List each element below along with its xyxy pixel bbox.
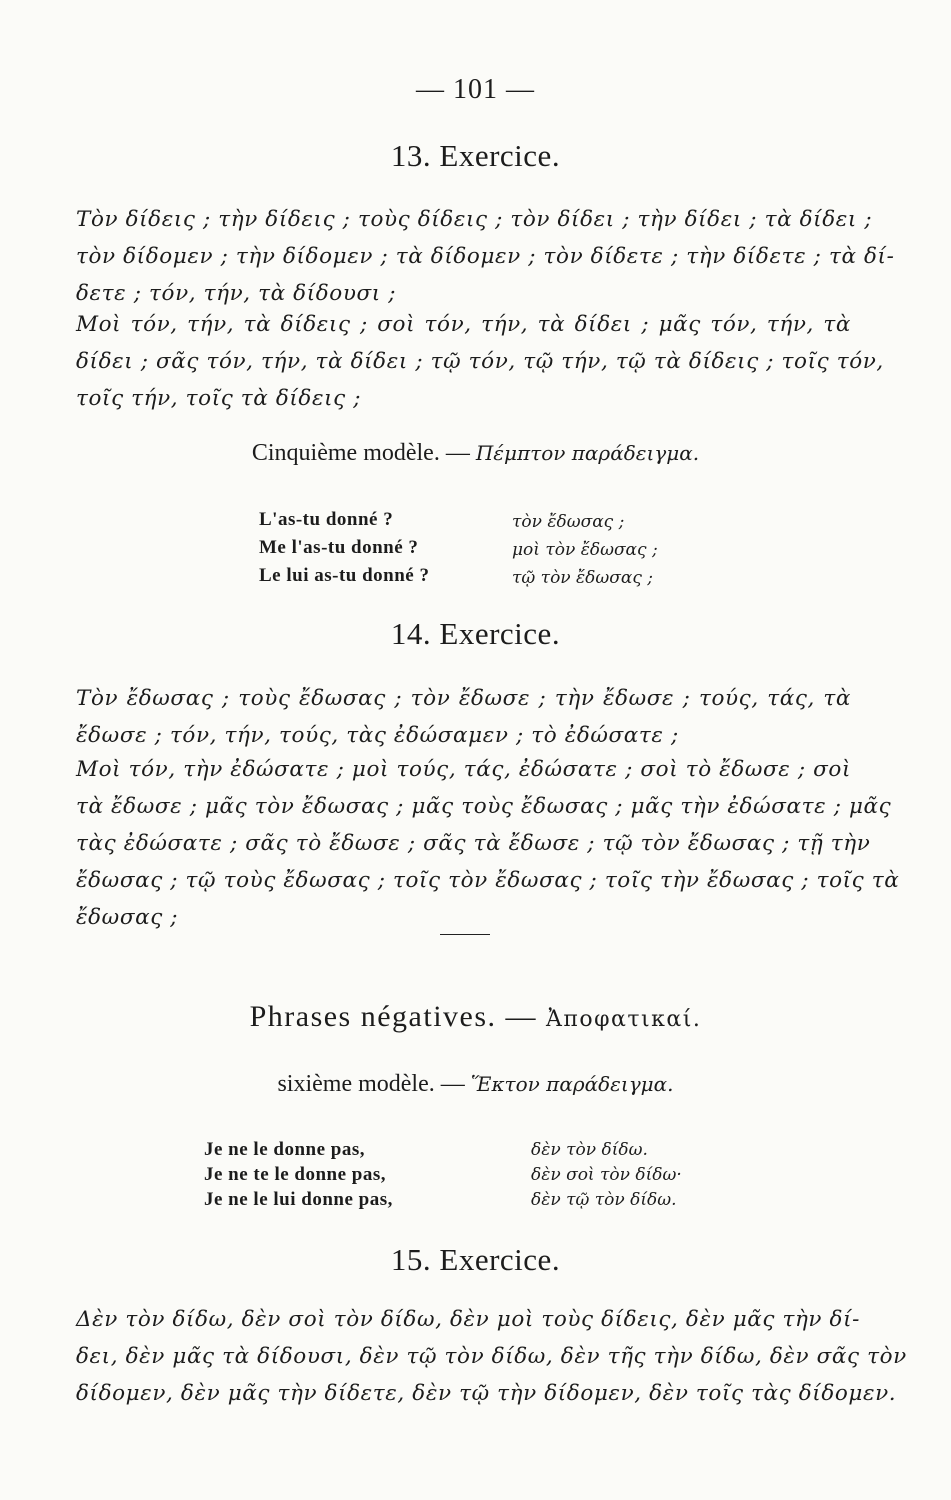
greek-sentence: τῷ τὸν ἔδωσας ; <box>512 568 654 588</box>
exercise-13-paragraph-2 <box>76 306 884 417</box>
text-line: τὰς ἐδώσατε ; σᾶς τὸ ἔδωσε ; σᾶς τὰ ἔδωσε ; τῷ τὸν ἔδωσας ; τῇ τὴν <box>76 831 871 856</box>
greek-sentence: δὲν τὸν δίδω. <box>531 1140 648 1160</box>
french-sentence: Je ne te le donne pas, <box>204 1164 386 1185</box>
text-line: δετε ; τόν, τήν, τὰ δίδουσι ; <box>76 281 397 306</box>
model-5-heading <box>0 440 951 467</box>
model-6-french: sixième modèle. <box>277 1071 435 1097</box>
text-line: τοῖς τήν, τοῖς τὰ δίδεις ; <box>76 386 362 411</box>
dash-separator: — <box>505 1000 538 1033</box>
model-5-pair-3 <box>259 565 429 587</box>
text-line: δίδει ; σᾶς τόν, τήν, τὰ δίδει ; τῷ τόν, τῷ τήν, τῷ τὰ δίδεις ; τοῖς τόν, <box>76 349 884 374</box>
dash-separator: — <box>445 440 470 466</box>
model-6-pair-3-greek <box>531 1190 677 1210</box>
exercise-14-paragraph-2 <box>76 751 900 936</box>
negatives-french: Phrases négatives. <box>249 1000 497 1033</box>
model-6-pair-2-greek <box>531 1165 682 1185</box>
model-5-pair-2-greek <box>512 540 658 560</box>
text-line: ἔδωσας ; <box>76 905 179 930</box>
exercise-14-title: 14. Exercice. <box>390 616 561 651</box>
french-sentence: Je ne le donne pas, <box>204 1139 365 1160</box>
exercise-15-paragraph-1 <box>76 1301 907 1412</box>
text-line: ἔδωσε ; τόν, τήν, τούς, τὰς ἐδώσαμεν ; τὸ ἐδώσατε ; <box>76 723 679 748</box>
model-5-pair-1-greek <box>512 512 624 532</box>
negatives-greek: Ἀποφατικαί. <box>546 1007 702 1032</box>
model-6-pair-2 <box>204 1164 386 1186</box>
text-line: Μοὶ τόν, τήν, τὰ δίδεις ; σοὶ τόν, τήν, τὰ δίδει ; μᾶς τόν, τήν, τὰ <box>76 312 851 337</box>
model-5-french: Cinquième modèle. <box>251 440 440 466</box>
french-sentence: L'as-tu donné ? <box>259 509 394 530</box>
negatives-heading <box>0 1000 951 1034</box>
text-line: Δὲν τὸν δίδω, δὲν σοὶ τὸν δίδω, δὲν μοὶ τοὺς δίδεις, δὲν μᾶς τὴν δί- <box>76 1307 860 1332</box>
model-6-greek: Ἕκτον παράδειγμα. <box>470 1072 674 1096</box>
greek-sentence: δὲν σοὶ τὸν δίδω· <box>531 1165 682 1185</box>
greek-sentence: δὲν τῷ τὸν δίδω. <box>531 1190 677 1210</box>
french-sentence: Je ne le lui donne pas, <box>204 1189 393 1210</box>
text-line: τὸν δίδομεν ; τὴν δίδομεν ; τὰ δίδομεν ; τὸν δίδετε ; τὴν δίδετε ; τὰ δί- <box>76 244 895 269</box>
dash-separator: — <box>440 1071 465 1097</box>
model-5-pair-2 <box>259 537 418 559</box>
model-5-pair-3-greek <box>512 568 653 588</box>
model-6-pair-1-greek <box>531 1140 648 1160</box>
model-5-pair-1 <box>259 509 393 531</box>
exercise-13-title: 13. Exercice. <box>390 138 561 173</box>
text-line: Μοὶ τόν, τὴν ἐδώσατε ; μοὶ τούς, τάς, ἐδώσατε ; σοὶ τὸ ἔδωσε ; σοὶ <box>76 757 851 782</box>
exercise-14-paragraph-1 <box>76 680 851 754</box>
model-6-heading <box>0 1071 951 1098</box>
text-line: δίδομεν, δὲν μᾶς τὴν δίδετε, δὲν τῷ τὴν δίδομεν, δὲν τοῖς τὰς δίδομεν. <box>76 1381 897 1406</box>
exercise-13-paragraph-1 <box>76 201 895 312</box>
french-sentence: Le lui as-tu donné ? <box>259 565 430 586</box>
exercise-15-title: 15. Exercice. <box>390 1242 561 1277</box>
text-line: Τὸν ἔδωσας ; τοὺς ἔδωσας ; τὸν ἔδωσε ; τὴν ἔδωσε ; τούς, τάς, τὰ <box>76 686 851 711</box>
model-6-pair-1 <box>204 1139 365 1161</box>
model-5-greek: Πέμπτον παράδειγμα. <box>475 441 700 465</box>
text-line: τὰ ἔδωσε ; μᾶς τὸν ἔδωσας ; μᾶς τοὺς ἔδωσας ; μᾶς τὴν ἐδώσατε ; μᾶς <box>76 794 892 819</box>
model-6-pair-3 <box>204 1189 393 1211</box>
greek-sentence: τὸν ἔδωσας ; <box>512 512 625 532</box>
text-line: ἔδωσας ; τῷ τοὺς ἔδωσας ; τοῖς τὸν ἔδωσας ; τοῖς τὴν ἔδωσας ; τοῖς τὰ <box>76 868 900 893</box>
text-line: Τὸν δίδεις ; τὴν δίδεις ; τοὺς δίδεις ; τὸν δίδει ; τὴν δίδει ; τὰ δίδει ; <box>76 207 873 232</box>
text-line: δει, δὲν μᾶς τὰ δίδουσι, δὲν τῷ τὸν δίδω, δὲν τῆς τὴν δίδω, δὲν σᾶς τὸν <box>76 1344 907 1369</box>
section-divider <box>440 934 490 935</box>
french-sentence: Me l'as-tu donné ? <box>259 537 419 558</box>
greek-sentence: μοὶ τὸν ἔδωσας ; <box>512 540 658 560</box>
page-number: — 101 — <box>416 74 535 105</box>
